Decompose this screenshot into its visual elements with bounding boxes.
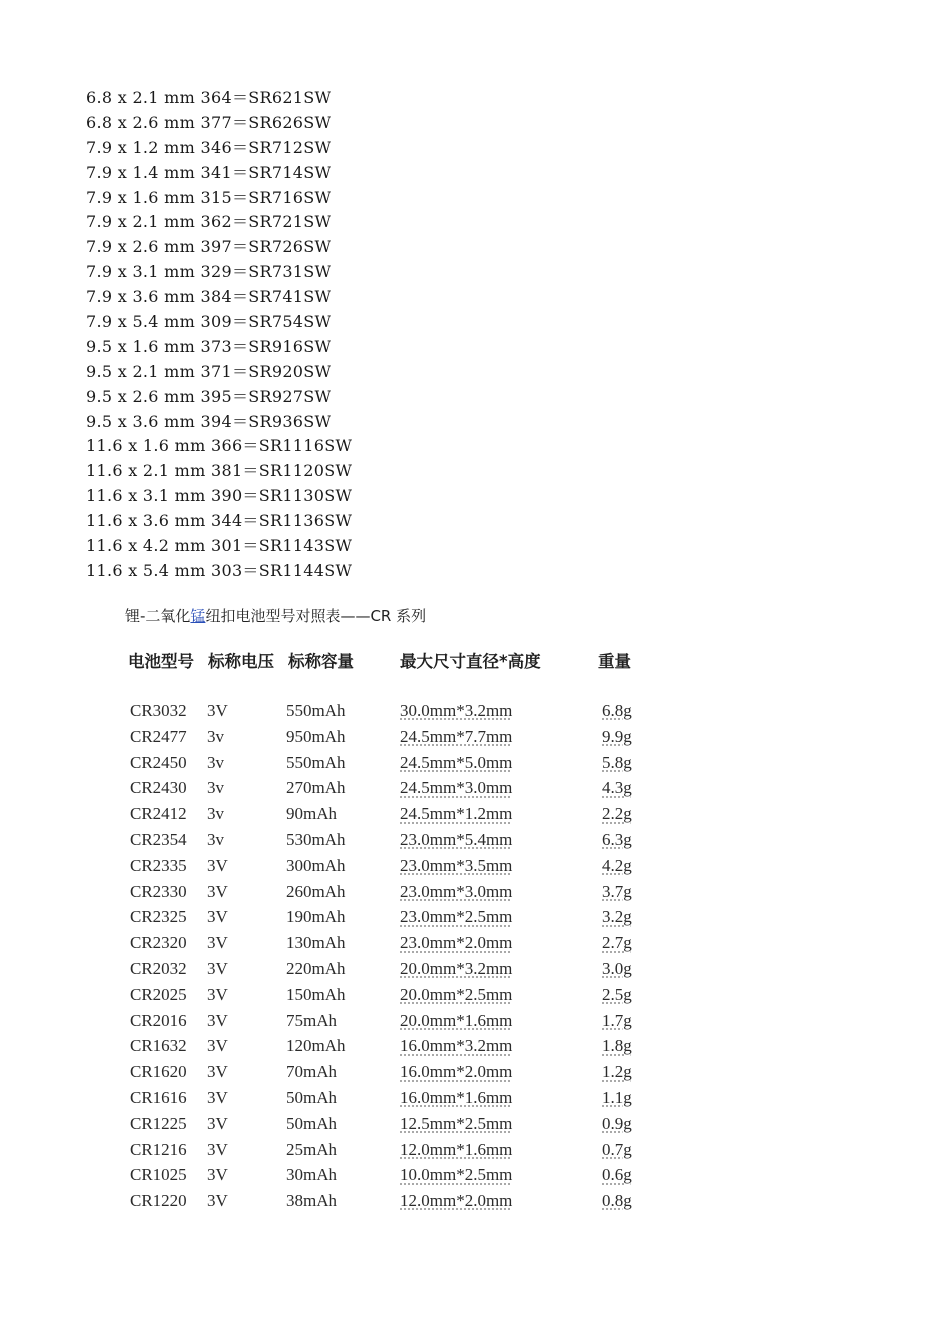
table-row: [128, 1188, 668, 1214]
cell-voltage: 3V: [207, 701, 228, 720]
cell-capacity: 25mAh: [286, 1139, 337, 1159]
table-row: [128, 1008, 668, 1034]
table-row: [128, 879, 668, 905]
header-voltage: 标称电压: [208, 652, 274, 671]
cell-weight: 0.8g: [602, 1191, 632, 1211]
cell-voltage: 3V: [207, 1036, 228, 1056]
sr-list-item: 6.8 x 2.1 mm 364＝SR621SW: [86, 88, 332, 107]
cell-size: 20.0mm*3.2mm: [400, 958, 513, 978]
cell-size: 24.5mm*3.0mm: [400, 778, 513, 798]
cell-size: 24.5mm*7.7mm: [400, 726, 513, 746]
cell-size: 23.0mm*2.0mm: [400, 933, 513, 953]
sr-list-item: 11.6 x 2.1 mm 381＝SR1120SW: [86, 461, 353, 481]
cell-size: 10.0mm*2.5mm: [400, 1165, 513, 1185]
cell-size: 20.0mm*2.5mm: [400, 984, 513, 1004]
cell-voltage: 3V: [207, 958, 228, 978]
cell-model: CR1632: [130, 1036, 187, 1056]
sr-list-item: 9.5 x 2.6 mm 395＝SR927SW: [86, 386, 332, 406]
cell-weight: 1.1g: [602, 1087, 632, 1107]
cell-model: CR2025: [130, 984, 187, 1004]
table-row: [128, 1059, 668, 1085]
cell-weight: 1.7g: [602, 1010, 632, 1030]
cell-capacity: 50mAh: [286, 1113, 337, 1133]
cell-size: 16.0mm*2.0mm: [400, 1062, 513, 1082]
sr-list-item: 9.5 x 3.6 mm 394＝SR936SW: [86, 411, 332, 431]
cell-voltage: 3V: [207, 1010, 228, 1030]
cell-size: 16.0mm*1.6mm: [400, 1087, 513, 1107]
cell-weight: 6.8g: [602, 701, 632, 720]
header-model: 电池型号: [128, 652, 194, 671]
cr-title-suffix: 纽扣电池型号对照表——CR 系列: [205, 607, 427, 625]
sr-list-item: 7.9 x 1.4 mm 341＝SR714SW: [86, 162, 332, 182]
header-capacity: 标称容量: [288, 652, 354, 671]
cell-voltage: 3v: [207, 752, 224, 772]
cell-weight: 1.8g: [602, 1036, 632, 1056]
sr-list-item: 7.9 x 2.6 mm 397＝SR726SW: [86, 237, 332, 257]
cell-model: CR2016: [130, 1010, 187, 1030]
cell-model: CR3032: [130, 701, 187, 720]
cell-size: 24.5mm*5.0mm: [400, 752, 513, 772]
table-row: [128, 750, 668, 776]
cell-model: CR1025: [130, 1165, 187, 1185]
table-row: [128, 982, 668, 1008]
cell-size: 23.0mm*2.5mm: [400, 907, 513, 927]
cell-model: CR2430: [130, 778, 187, 798]
cell-model: CR2412: [130, 804, 187, 824]
sr-list-item: 11.6 x 5.4 mm 303＝SR1144SW: [86, 560, 353, 580]
cell-capacity: 220mAh: [286, 958, 346, 978]
table-row: [128, 1033, 668, 1059]
table-row: [128, 775, 668, 801]
sr-list-item: 6.8 x 2.6 mm 377＝SR626SW: [86, 112, 332, 132]
header-weight: 重量: [598, 652, 631, 671]
cell-capacity: 90mAh: [286, 804, 337, 824]
cell-voltage: 3v: [207, 726, 224, 746]
cell-voltage: 3V: [207, 1139, 228, 1159]
cell-model: CR1225: [130, 1113, 187, 1133]
cell-capacity: 190mAh: [286, 907, 346, 927]
header-size: 最大尺寸直径*高度: [400, 652, 541, 671]
sr-battery-list: [86, 86, 352, 584]
cell-model: CR1616: [130, 1087, 187, 1107]
cell-capacity: 75mAh: [286, 1010, 337, 1030]
sr-list-item: 11.6 x 1.6 mm 366＝SR1116SW: [86, 436, 353, 456]
cell-capacity: 150mAh: [286, 984, 346, 1004]
cell-weight: 5.8g: [602, 752, 632, 772]
cell-weight: 4.2g: [602, 855, 632, 875]
cell-capacity: 950mAh: [286, 726, 346, 746]
cell-weight: 0.7g: [602, 1139, 632, 1159]
cr-title-prefix: 锂-二氧化: [125, 607, 191, 625]
cell-size: 30.0mm*3.2mm: [400, 701, 513, 720]
cell-capacity: 550mAh: [286, 701, 346, 720]
cell-weight: 2.7g: [602, 933, 632, 953]
sr-list-item: 7.9 x 3.6 mm 384＝SR741SW: [86, 287, 332, 307]
cell-voltage: 3V: [207, 907, 228, 927]
cell-weight: 4.3g: [602, 778, 632, 798]
cell-size: 23.0mm*5.4mm: [400, 829, 513, 849]
cell-model: CR2354: [130, 829, 187, 849]
cell-capacity: 70mAh: [286, 1062, 337, 1082]
sr-list-item: 11.6 x 4.2 mm 301＝SR1143SW: [86, 536, 353, 556]
cell-size: 12.5mm*2.5mm: [400, 1113, 513, 1133]
table-row: [128, 1162, 668, 1188]
table-row: [128, 930, 668, 956]
cell-voltage: 3V: [207, 1062, 228, 1082]
cell-weight: 3.0g: [602, 958, 632, 978]
table-row: [128, 1137, 668, 1163]
cr-title-link[interactable]: 锰: [190, 607, 206, 625]
sr-list-item: 9.5 x 2.1 mm 371＝SR920SW: [86, 361, 332, 381]
cell-size: 16.0mm*3.2mm: [400, 1036, 513, 1056]
cell-voltage: 3V: [207, 1191, 228, 1211]
cell-weight: 0.9g: [602, 1113, 632, 1133]
cell-model: CR2320: [130, 933, 187, 953]
sr-list-item: 7.9 x 1.2 mm 346＝SR712SW: [86, 137, 332, 157]
cell-model: CR2450: [130, 752, 187, 772]
cell-voltage: 3V: [207, 1113, 228, 1133]
cell-weight: 9.9g: [602, 726, 632, 746]
cell-weight: 3.2g: [602, 907, 632, 927]
cell-capacity: 50mAh: [286, 1087, 337, 1107]
cell-model: CR1220: [130, 1191, 187, 1211]
table-row: [128, 1111, 668, 1137]
sr-list-item: 11.6 x 3.1 mm 390＝SR1130SW: [86, 486, 353, 506]
cell-size: 20.0mm*1.6mm: [400, 1010, 513, 1030]
cell-model: CR2335: [130, 855, 187, 875]
cell-weight: 0.6g: [602, 1165, 632, 1185]
cell-capacity: 130mAh: [286, 933, 346, 953]
cell-size: 24.5mm*1.2mm: [400, 804, 513, 824]
cell-voltage: 3v: [207, 778, 224, 798]
cell-model: CR2032: [130, 958, 187, 978]
cell-voltage: 3V: [207, 881, 228, 901]
cell-size: 23.0mm*3.0mm: [400, 881, 513, 901]
cell-voltage: 3V: [207, 933, 228, 953]
cell-capacity: 550mAh: [286, 752, 346, 772]
sr-list-item: 7.9 x 2.1 mm 362＝SR721SW: [86, 212, 332, 232]
table-row: [128, 827, 668, 853]
cell-model: CR1620: [130, 1062, 187, 1082]
cell-model: CR2330: [130, 881, 187, 901]
table-body: [128, 698, 668, 1214]
cell-voltage: 3v: [207, 804, 224, 824]
cell-size: 23.0mm*3.5mm: [400, 855, 513, 875]
sr-list-item: 9.5 x 1.6 mm 373＝SR916SW: [86, 336, 332, 356]
table-row: [128, 724, 668, 750]
cell-voltage: 3V: [207, 1165, 228, 1185]
table-row: [128, 801, 668, 827]
sr-list-item: 11.6 x 3.6 mm 344＝SR1136SW: [86, 511, 353, 531]
cell-model: CR1216: [130, 1139, 187, 1159]
table-row: [128, 904, 668, 930]
cell-capacity: 270mAh: [286, 778, 346, 798]
cell-weight: 3.7g: [602, 881, 632, 901]
cell-model: CR2325: [130, 907, 187, 927]
cell-capacity: 530mAh: [286, 829, 346, 849]
table-row: [128, 1085, 668, 1111]
cell-size: 12.0mm*1.6mm: [400, 1139, 513, 1159]
cell-voltage: 3v: [207, 829, 224, 849]
table-row: [128, 698, 668, 724]
cell-capacity: 38mAh: [286, 1191, 337, 1211]
cell-weight: 1.2g: [602, 1062, 632, 1082]
table-row: [128, 956, 668, 982]
cell-capacity: 300mAh: [286, 855, 346, 875]
cell-weight: 2.2g: [602, 804, 632, 824]
sr-list-item: 7.9 x 5.4 mm 309＝SR754SW: [86, 312, 332, 332]
table-row: [128, 853, 668, 879]
cell-voltage: 3V: [207, 984, 228, 1004]
cell-size: 12.0mm*2.0mm: [400, 1191, 513, 1211]
cell-capacity: 30mAh: [286, 1165, 337, 1185]
sr-list-item: 7.9 x 3.1 mm 329＝SR731SW: [86, 262, 332, 282]
cell-weight: 2.5g: [602, 984, 632, 1004]
cr-section-title: [125, 605, 426, 626]
cell-voltage: 3V: [207, 1087, 228, 1107]
cell-weight: 6.3g: [602, 829, 632, 849]
cell-capacity: 120mAh: [286, 1036, 346, 1056]
cell-voltage: 3V: [207, 855, 228, 875]
cell-capacity: 260mAh: [286, 881, 346, 901]
sr-list-item: 7.9 x 1.6 mm 315＝SR716SW: [86, 187, 332, 207]
cell-model: CR2477: [130, 726, 187, 746]
